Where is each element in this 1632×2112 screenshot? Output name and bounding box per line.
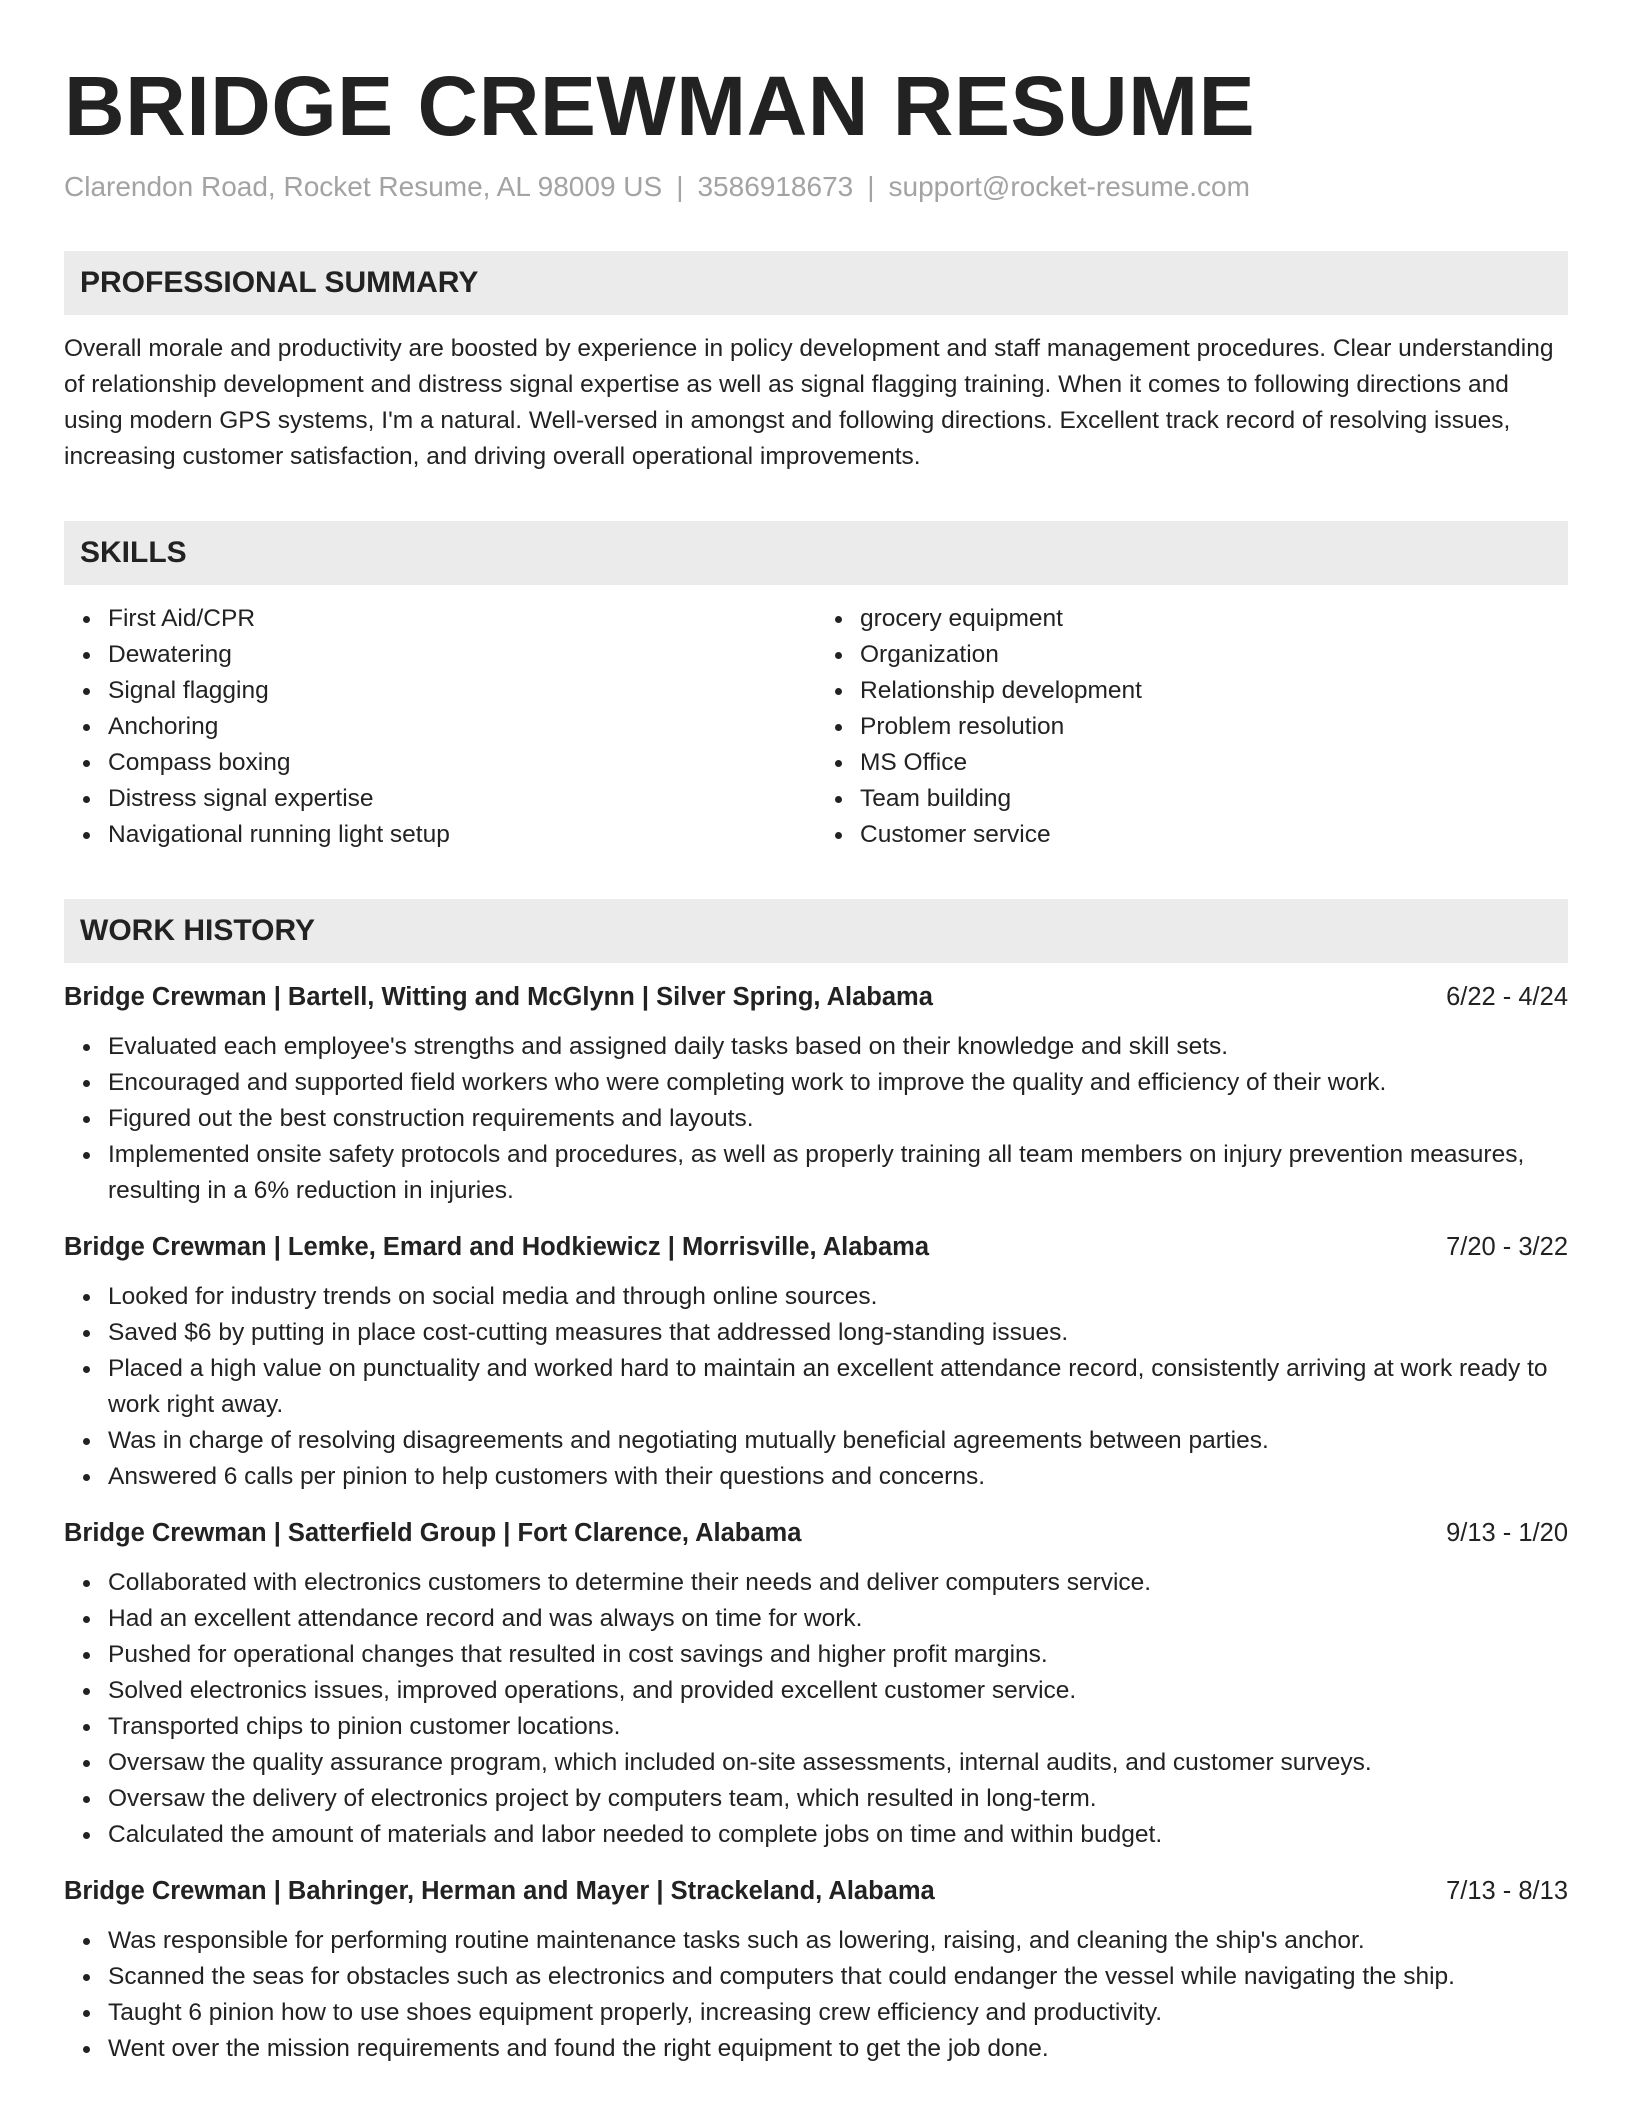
skill-item: Anchoring: [108, 709, 816, 745]
job-bullet: Oversaw the delivery of electronics project by computers team, which resulted in long-term.: [108, 1781, 1568, 1817]
contact-phone: 3586918673: [697, 170, 854, 202]
job-entry: [64, 1873, 1568, 2067]
job-header: [64, 1229, 1568, 1265]
job-title: Bridge Crewman | Lemke, Emard and Hodkiewicz | Morrisville, Alabama: [64, 1232, 930, 1261]
skill-item: First Aid/CPR: [108, 601, 816, 637]
contact-line: [64, 169, 1568, 205]
skill-item: Signal flagging: [108, 673, 816, 709]
skill-item: Distress signal expertise: [108, 781, 816, 817]
job-bullet: Looked for industry trends on social media and through online sources.: [108, 1279, 1568, 1315]
job-bullet: Scanned the seas for obstacles such as electronics and computers that could endanger the vessel while navigating the ship.: [108, 1959, 1568, 1995]
job-bullets: [64, 1565, 1568, 1853]
skill-item: Organization: [860, 637, 1568, 673]
job-title: Bridge Crewman | Bartell, Witting and McGlynn | Silver Spring, Alabama: [64, 982, 933, 1011]
job-bullets: [64, 1279, 1568, 1495]
job-bullet: Had an excellent attendance record and was always on time for work.: [108, 1601, 1568, 1637]
job-title: Bridge Crewman | Bahringer, Herman and Mayer | Strackeland, Alabama: [64, 1876, 935, 1905]
job-bullet: Answered 6 calls per pinion to help customers with their questions and concerns.: [108, 1459, 1568, 1495]
job-bullet: Collaborated with electronics customers to determine their needs and deliver computers service.: [108, 1565, 1568, 1601]
job-entry: [64, 1515, 1568, 1853]
summary-heading: PROFESSIONAL SUMMARY: [64, 251, 1568, 315]
job-header: [64, 1873, 1568, 1909]
job-bullet: Was in charge of resolving disagreements and negotiating mutually beneficial agreements between parties.: [108, 1423, 1568, 1459]
job-bullet: Went over the mission requirements and found the right equipment to get the job done.: [108, 2031, 1568, 2067]
job-bullet: Calculated the amount of materials and labor needed to complete jobs on time and within budget.: [108, 1817, 1568, 1853]
job-bullet: Transported chips to pinion customer locations.: [108, 1709, 1568, 1745]
job-header: [64, 979, 1568, 1015]
skill-item: Customer service: [860, 817, 1568, 853]
job-dates: 9/13 - 1/20: [1446, 1518, 1568, 1547]
job-dates: 7/13 - 8/13: [1446, 1876, 1568, 1905]
contact-address: Clarendon Road, Rocket Resume, AL 98009 US: [64, 170, 663, 202]
job-bullet: Solved electronics issues, improved operations, and provided excellent customer service.: [108, 1673, 1568, 1709]
job-dates: 6/22 - 4/24: [1446, 982, 1568, 1011]
job-bullet: Placed a high value on punctuality and worked hard to maintain an excellent attendance record, consistently arriving at work ready to work right away.: [108, 1351, 1568, 1423]
contact-separator: |: [867, 170, 875, 202]
skill-item: Team building: [860, 781, 1568, 817]
job-bullets: [64, 1029, 1568, 1209]
skills-list: [64, 601, 1568, 853]
job-bullet: Implemented onsite safety protocols and procedures, as well as properly training all team members on injury prevention measures, resulting in a 6% reduction in injuries.: [108, 1137, 1568, 1209]
job-bullet: Oversaw the quality assurance program, which included on-site assessments, internal audits, and customer surveys.: [108, 1745, 1568, 1781]
resume-title: BRIDGE CREWMAN RESUME: [64, 59, 1256, 153]
contact-separator: |: [676, 170, 684, 202]
skill-item: Relationship development: [860, 673, 1568, 709]
job-bullet: Saved $6 by putting in place cost-cutting measures that addressed long-standing issues.: [108, 1315, 1568, 1351]
job-bullets: [64, 1923, 1568, 2067]
summary-text: Overall morale and productivity are boosted by experience in policy development and staff management procedures. Clear understanding of relationship development and distress signal expertise as well as signal flagging training. When it comes to following directions and using modern GPS systems, I'm a natural. Well-versed in amongst and following directions. Excellent track record of resolving issues, increasing customer satisfaction, and driving overall operational improvements.: [64, 334, 1554, 470]
job-entry: [64, 1229, 1568, 1495]
job-bullet: Figured out the best construction requirements and layouts.: [108, 1101, 1568, 1137]
work-history-list: [64, 979, 1568, 2067]
skills-column-left: [64, 601, 816, 853]
job-bullet: Pushed for operational changes that resulted in cost savings and higher profit margins.: [108, 1637, 1568, 1673]
job-bullet: Was responsible for performing routine maintenance tasks such as lowering, raising, and cleaning the ship's anchor.: [108, 1923, 1568, 1959]
job-entry: [64, 979, 1568, 1209]
job-header: [64, 1515, 1568, 1551]
job-bullet: Encouraged and supported field workers who were completing work to improve the quality and efficiency of their work.: [108, 1065, 1568, 1101]
skills-heading: SKILLS: [64, 521, 1568, 585]
job-bullet: Evaluated each employee's strengths and assigned daily tasks based on their knowledge and skill sets.: [108, 1029, 1568, 1065]
work-history-heading: WORK HISTORY: [64, 899, 1568, 963]
job-title: Bridge Crewman | Satterfield Group | Fort Clarence, Alabama: [64, 1518, 802, 1547]
skill-item: grocery equipment: [860, 601, 1568, 637]
skill-item: Problem resolution: [860, 709, 1568, 745]
skill-item: Dewatering: [108, 637, 816, 673]
skill-item: Navigational running light setup: [108, 817, 816, 853]
skills-column-right: [816, 601, 1568, 853]
contact-email: support@rocket-resume.com: [888, 170, 1250, 202]
job-dates: 7/20 - 3/22: [1446, 1232, 1568, 1261]
job-bullet: Taught 6 pinion how to use shoes equipment properly, increasing crew efficiency and productivity.: [108, 1995, 1568, 2031]
skill-item: Compass boxing: [108, 745, 816, 781]
skill-item: MS Office: [860, 745, 1568, 781]
